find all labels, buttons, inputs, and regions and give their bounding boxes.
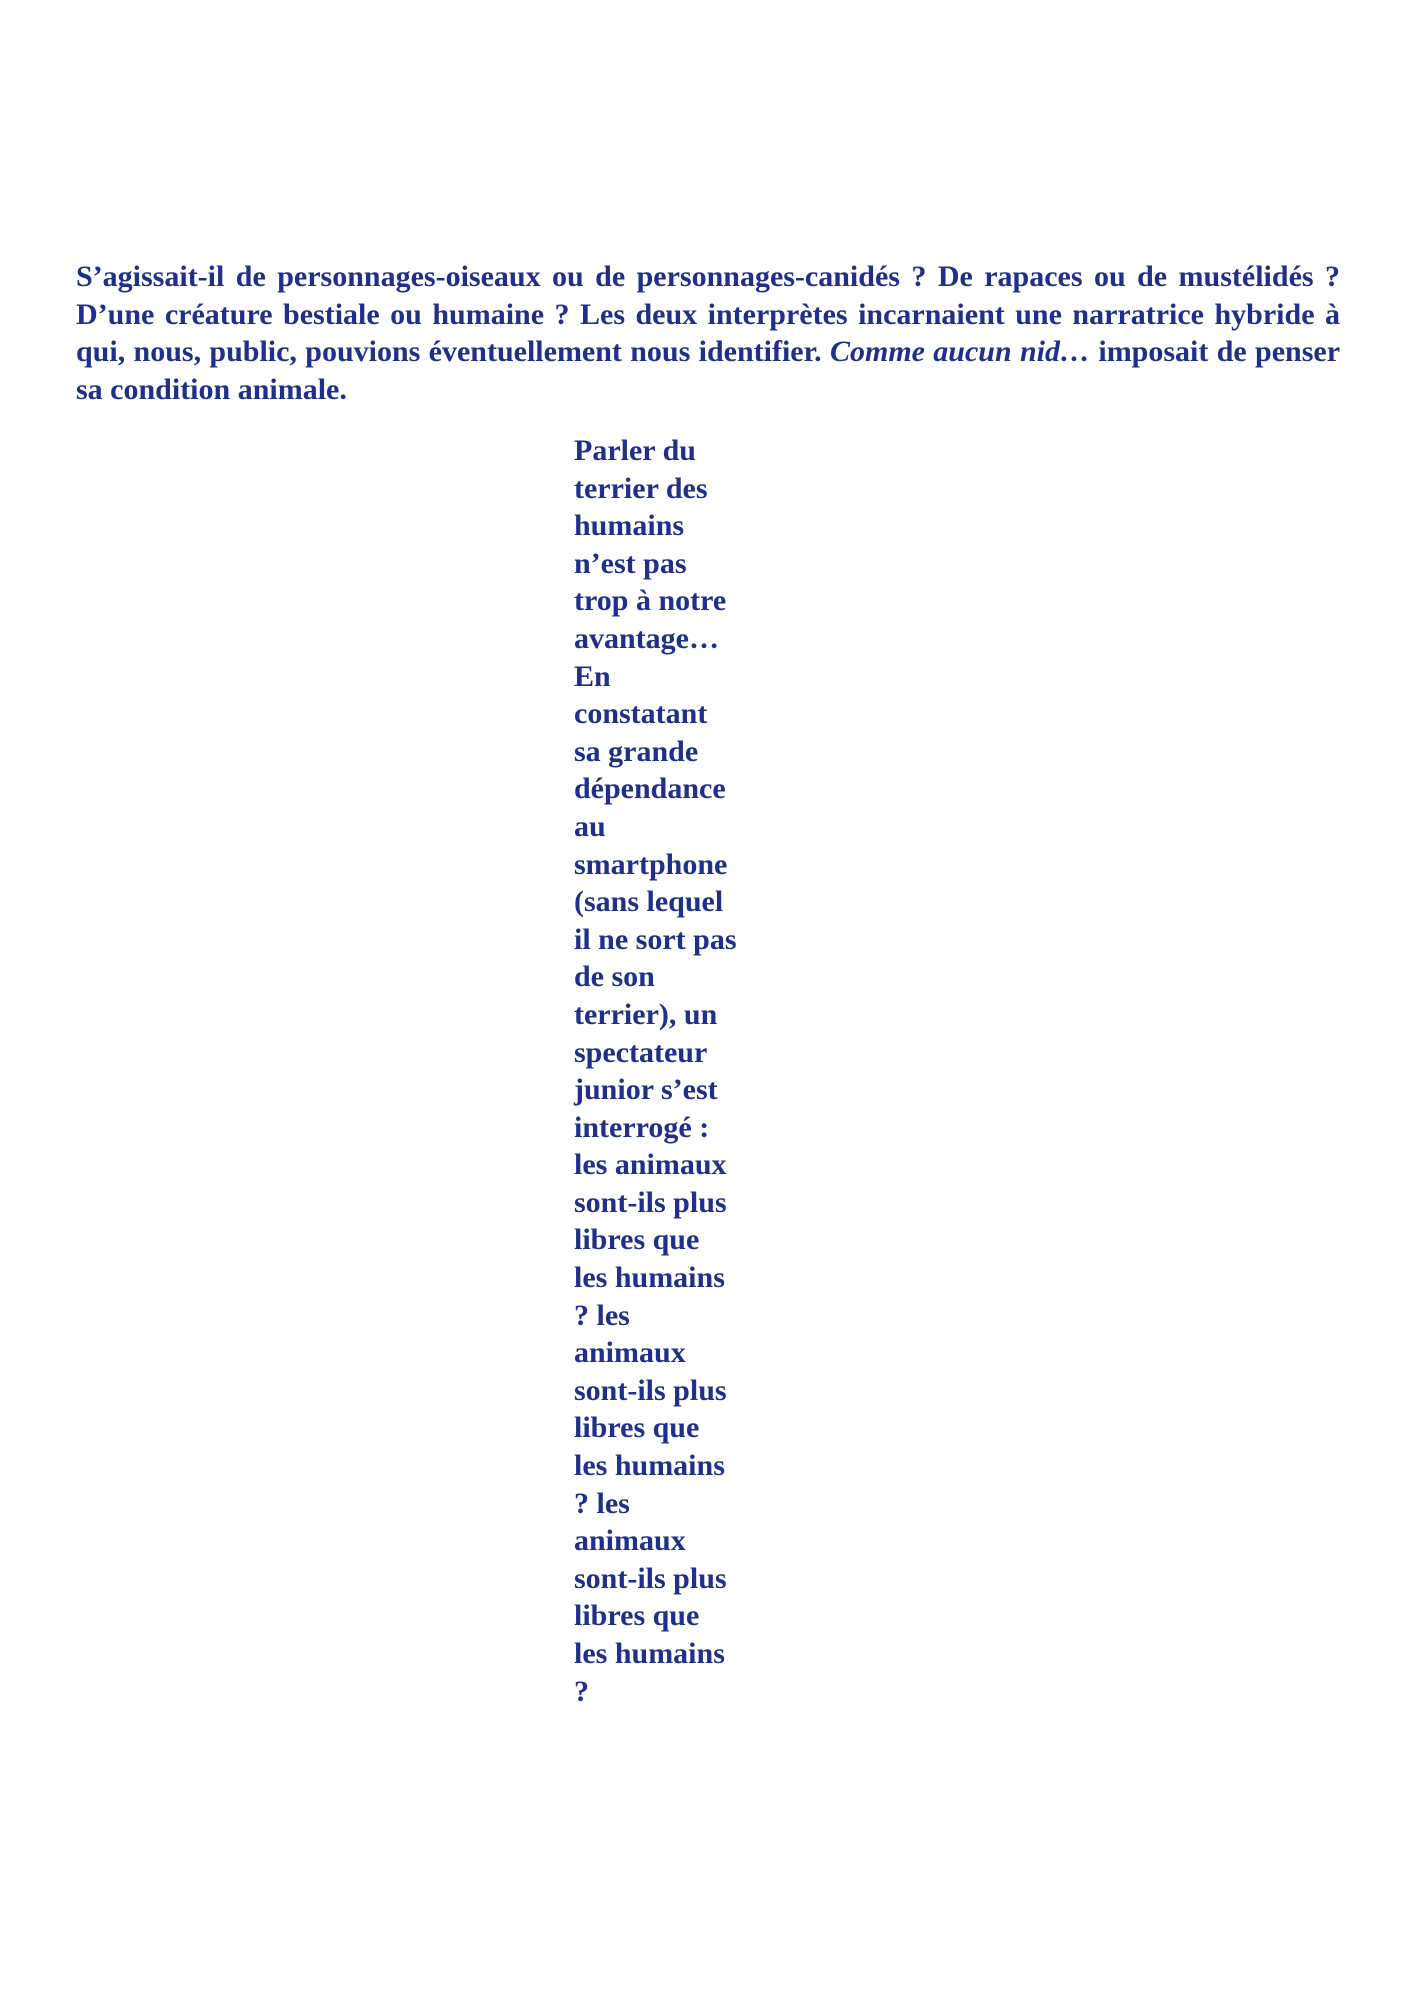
column-line: animaux <box>574 1524 686 1558</box>
column-line: sont-ils plus <box>574 1561 727 1595</box>
column-line: (sans lequel <box>574 885 724 919</box>
intro-italic-title: Comme aucun nid… <box>829 335 1091 368</box>
column-line: terrier des <box>574 471 708 505</box>
column-line: sont-ils plus <box>574 1185 727 1219</box>
column-line: trop à notre <box>574 584 727 618</box>
column-line: de son <box>574 960 655 994</box>
column-line: dépendance <box>574 772 726 806</box>
column-line: En <box>574 659 611 693</box>
column-line: sa grande <box>574 734 699 768</box>
column-line: avantage… <box>574 621 719 655</box>
column-line: libres que <box>574 1599 700 1633</box>
column-line: smartphone <box>574 847 728 881</box>
column-line: humains <box>574 509 685 543</box>
intro-text-after-italic: imposait de penser sa condition animale. <box>76 335 1341 406</box>
column-line: au <box>574 809 606 843</box>
column-line: il ne sort pas <box>574 922 737 956</box>
column-line: spectateur <box>574 1035 708 1069</box>
column-line: terrier), un <box>574 997 718 1031</box>
column-line: libres que <box>574 1411 700 1445</box>
column-line: constatant <box>574 697 708 731</box>
narrow-text-column <box>574 432 794 1710</box>
column-line: ? <box>574 1674 589 1708</box>
column-line: ? les <box>574 1486 630 1520</box>
column-line: junior s’est <box>574 1073 718 1107</box>
column-line: Parler du <box>574 434 696 467</box>
column-line: les humains <box>574 1449 725 1483</box>
intro-text-before-italic: S’agissait-il de personnages-oiseaux ou de personnages-canidés ? De rapaces ou de mustélidés ? D’une créature bestiale ou humaine ? Les deux interprètes incarnaient une narratrice hybride à qui, nous, public, pouvions éventuellement nous identifier. <box>76 260 1340 368</box>
column-line: libres que <box>574 1223 700 1257</box>
column-line: interrogé : <box>574 1110 710 1144</box>
column-line: n’est pas <box>574 546 687 580</box>
intro-paragraph <box>76 258 1340 408</box>
column-line: sont-ils plus <box>574 1373 727 1407</box>
column-line: ? les <box>574 1298 630 1332</box>
column-line: les humains <box>574 1637 725 1670</box>
column-line: les animaux <box>574 1148 727 1182</box>
column-line: les humains <box>574 1261 725 1295</box>
column-line: animaux <box>574 1336 686 1370</box>
